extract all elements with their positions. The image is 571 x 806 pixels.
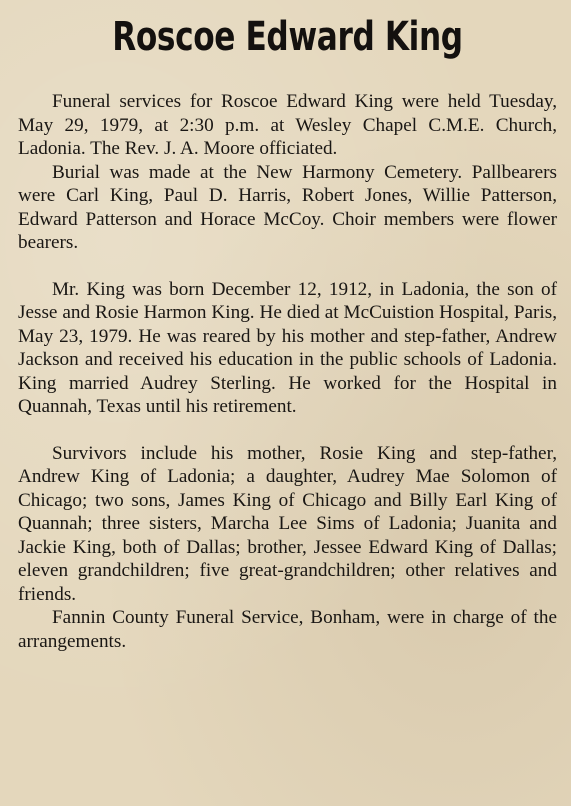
paragraph-funeral-services: Funeral services for Roscoe Edward King were held Tuesday, May 29, 1979, at 2:30 p.m. at Wesley Chapel C.M.E. Church, Ladonia. The Rev. J. A. Moore officiated. <box>18 91 557 159</box>
paragraph-burial: Burial was made at the New Harmony Cemetery. Pallbearers were Carl King, Paul D. Harris, Robert Jones, Willie Patterson, Edward Patterson and Horace McCoy. Choir members were flower bearers. <box>18 161 557 253</box>
paragraph-arrangements: Fannin County Funeral Service, Bonham, were in charge of the arrangements. <box>18 607 557 652</box>
obituary-headline: Roscoe Edward King <box>112 14 463 60</box>
paragraph-biography: Mr. King was born December 12, 1912, in Ladonia, the son of Jesse and Rosie Harmon King. He died at McCuistion Hospital, Paris, May 23, 1979. He was reared by his mother and step-father, Andrew Jackson and received his education in the public schools of Ladonia. King married Audrey Sterling. He worked for the Hospital in Quannah, Texas until his retirement. <box>18 278 557 417</box>
obituary-body <box>18 90 557 653</box>
paragraph-survivors: Survivors include his mother, Rosie King and step-father, Andrew King of Ladonia; a daughter, Audrey Mae Solomon of Chicago; two sons, James King of Chicago and Billy Earl King of Quannah; three sisters, Marcha Lee Sims of Ladonia; Juanita and Jackie King, both of Dallas; brother, Jessee Edward King of Dallas; eleven grandchildren; five great-grandchildren; other relatives and friends. <box>18 442 557 605</box>
